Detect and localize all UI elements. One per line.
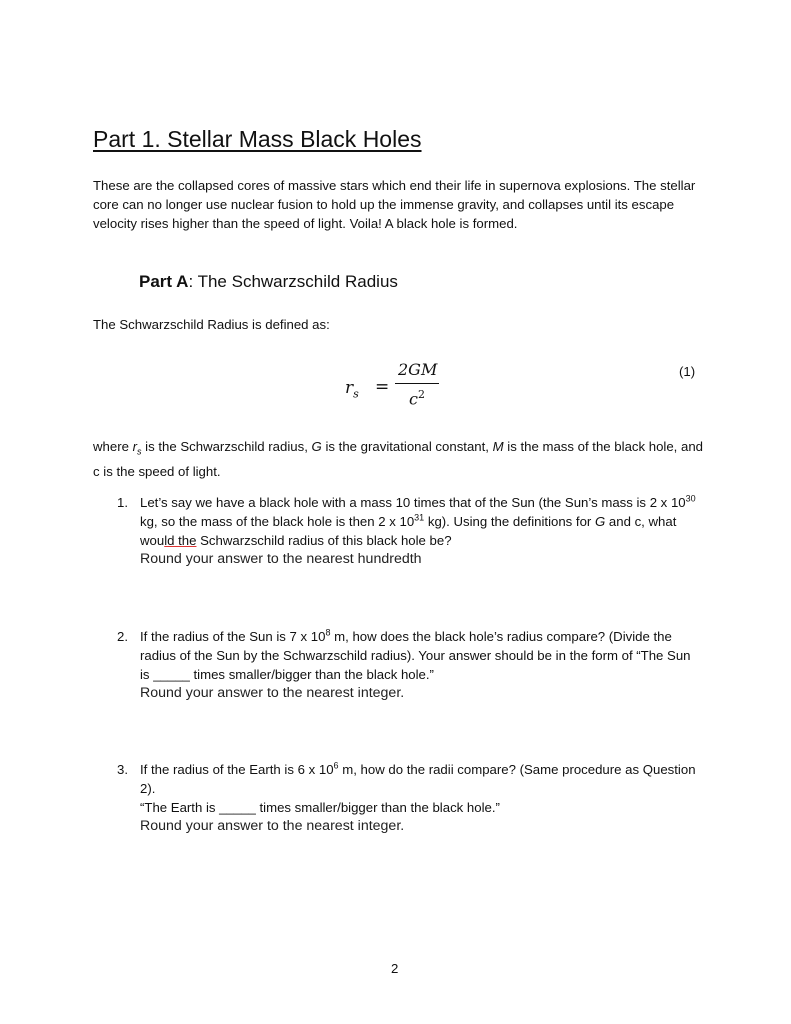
question-text: If the radius of the Sun is 7 x $10^8$ m, how does the black hole’s radius compare? (Divide the radius of the Sun by the Schwarzschild radius). Your answer should be in the form of “The Sun is _____ times smaller/bigger than the black hole.” Round your answer to the nearest integer. bbox=[140, 627, 702, 703]
part-a-title: : The Schwarzschild Radius bbox=[188, 272, 398, 291]
rounding-instruction: Round your answer to the nearest integer. bbox=[140, 818, 405, 834]
question-text: Let’s say we have a black hole with a mass 10 times that of the Sun (the Sun’s mass is 2 x $10^{30}$ kg, so the mass of the black hole is then 2 x $10^{31}$ kg). Using the definitions for G and c, what would the Schwarzschild radius of this black hole be? Round your answer to the nearest hundredth bbox=[140, 493, 702, 569]
equals-sign: = bbox=[375, 377, 390, 397]
intro-paragraph: These are the collapsed cores of massive stars which end their life in supernova explosions. The stellar core can no longer use nuclear fusion to hold up the immense gravity, and collapses until its escape velocity rises higher than the speed of light. Voila! A black hole is formed. bbox=[93, 178, 696, 231]
page-number: 2 bbox=[391, 961, 399, 976]
question-number: 2. bbox=[117, 629, 128, 644]
fraction-bar bbox=[395, 383, 439, 384]
equation-numerator: 2GM bbox=[398, 360, 438, 379]
question-number: 3. bbox=[117, 762, 128, 777]
variable-definitions: where $r_s$ is the Schwarzschild radius, G is the gravitational constant, M is the mass of the black hole, and c is the speed of light. bbox=[93, 439, 704, 479]
rounding-instruction: Round your answer to the nearest hundredth bbox=[140, 551, 422, 567]
equation-lhs: $r_s$ bbox=[345, 378, 359, 401]
question-number: 1. bbox=[117, 495, 128, 510]
part-a-label: Part A bbox=[139, 272, 189, 291]
rounding-instruction: Round your answer to the nearest integer. bbox=[140, 685, 405, 701]
definition-intro: The Schwarzschild Radius is defined as: bbox=[93, 317, 330, 332]
equation-denominator: $c^2$ bbox=[409, 388, 425, 409]
question-text: If the radius of the Earth is 6 x $10^6$ m, how do the radii compare? (Same procedure as Question 2). “The Earth is _____ times smaller/bigger than the black hole.” Round your answer to the nearest integer. bbox=[140, 760, 702, 836]
page-title: Part 1. Stellar Mass Black Holes bbox=[93, 126, 422, 152]
schwarzschild-equation bbox=[345, 358, 455, 414]
part-a-heading bbox=[139, 272, 398, 292]
equation-number: (1) bbox=[679, 364, 696, 379]
spellcheck-underline: ld the bbox=[164, 533, 197, 548]
